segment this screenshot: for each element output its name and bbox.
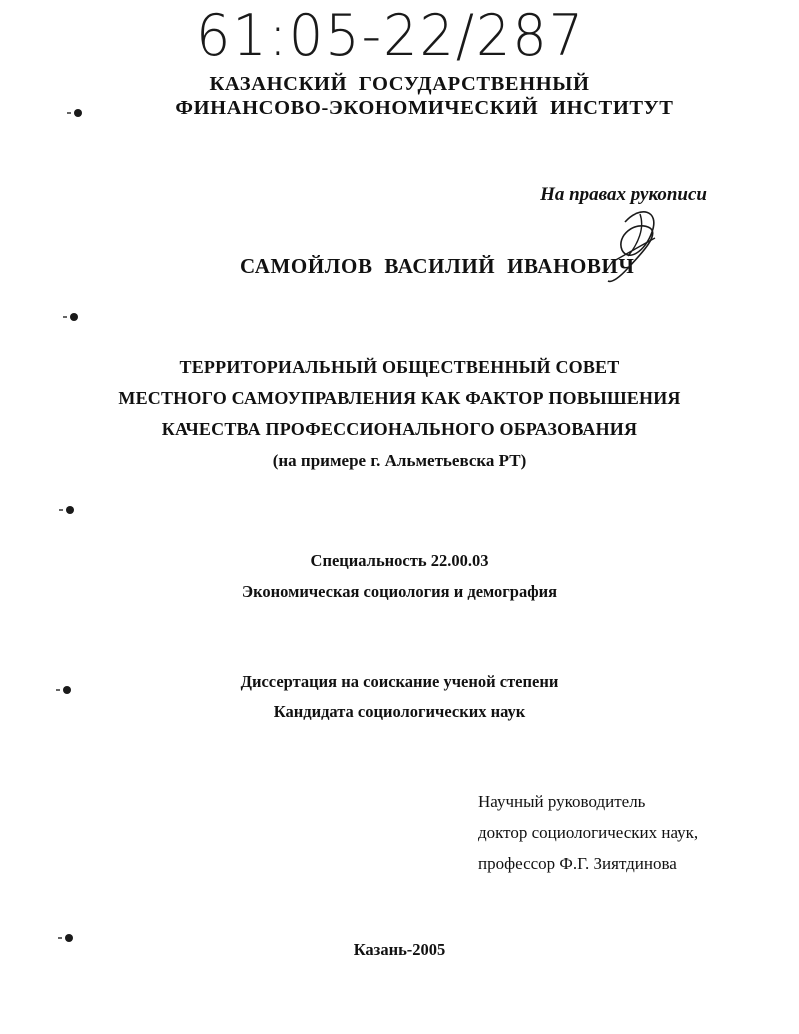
supervisor-role: Научный руководитель <box>478 792 646 811</box>
supervisor-block <box>478 786 698 879</box>
manuscript-rights-label: На правах рукописи <box>540 184 707 205</box>
author-name: САМОЙЛОВ ВАСИЛИЙ ИВАНОВИЧ <box>240 254 635 278</box>
degree-line2: Кандидата социологических наук <box>273 702 526 721</box>
archive-number-handwritten: 61:05-22/287 <box>196 2 586 69</box>
title-line3: КАЧЕСТВА ПРОФЕССИОНАЛЬНОГО ОБРАЗОВАНИЯ <box>161 419 638 439</box>
title-line2: МЕСТНОГО САМОУПРАВЛЕНИЯ КАК ФАКТОР ПОВЫШЕНИЯ <box>118 388 681 408</box>
city-year: Казань-2005 <box>353 940 446 959</box>
punch-hole-mark <box>70 313 78 321</box>
title-subtitle-text: (на примере г. Альметьевска РТ) <box>272 451 527 470</box>
degree-line1: Диссертация на соискание ученой степени <box>240 672 559 691</box>
specialty-name: Экономическая социология и демография <box>241 582 558 601</box>
punch-hole-mark <box>63 686 71 694</box>
punch-hole-mark <box>66 506 74 514</box>
institution-name-line1: КАЗАНСКИЙ ГОСУДАРСТВЕННЫЙ <box>209 73 590 95</box>
specialty-code: Специальность 22.00.03 <box>310 551 489 570</box>
institution-name-line2: ФИНАНСОВО-ЭКОНОМИЧЕСКИЙ ИНСТИТУТ <box>175 97 674 119</box>
punch-hole-mark <box>65 934 73 942</box>
punch-hole-mark <box>74 109 82 117</box>
title-subtitle <box>0 445 799 476</box>
title-line1: ТЕРРИТОРИАЛЬНЫЙ ОБЩЕСТВЕННЫЙ СОВЕТ <box>179 357 620 377</box>
supervisor-name: профессор Ф.Г. Зиятдинова <box>478 854 677 873</box>
supervisor-degree: доктор социологических наук, <box>478 823 699 842</box>
